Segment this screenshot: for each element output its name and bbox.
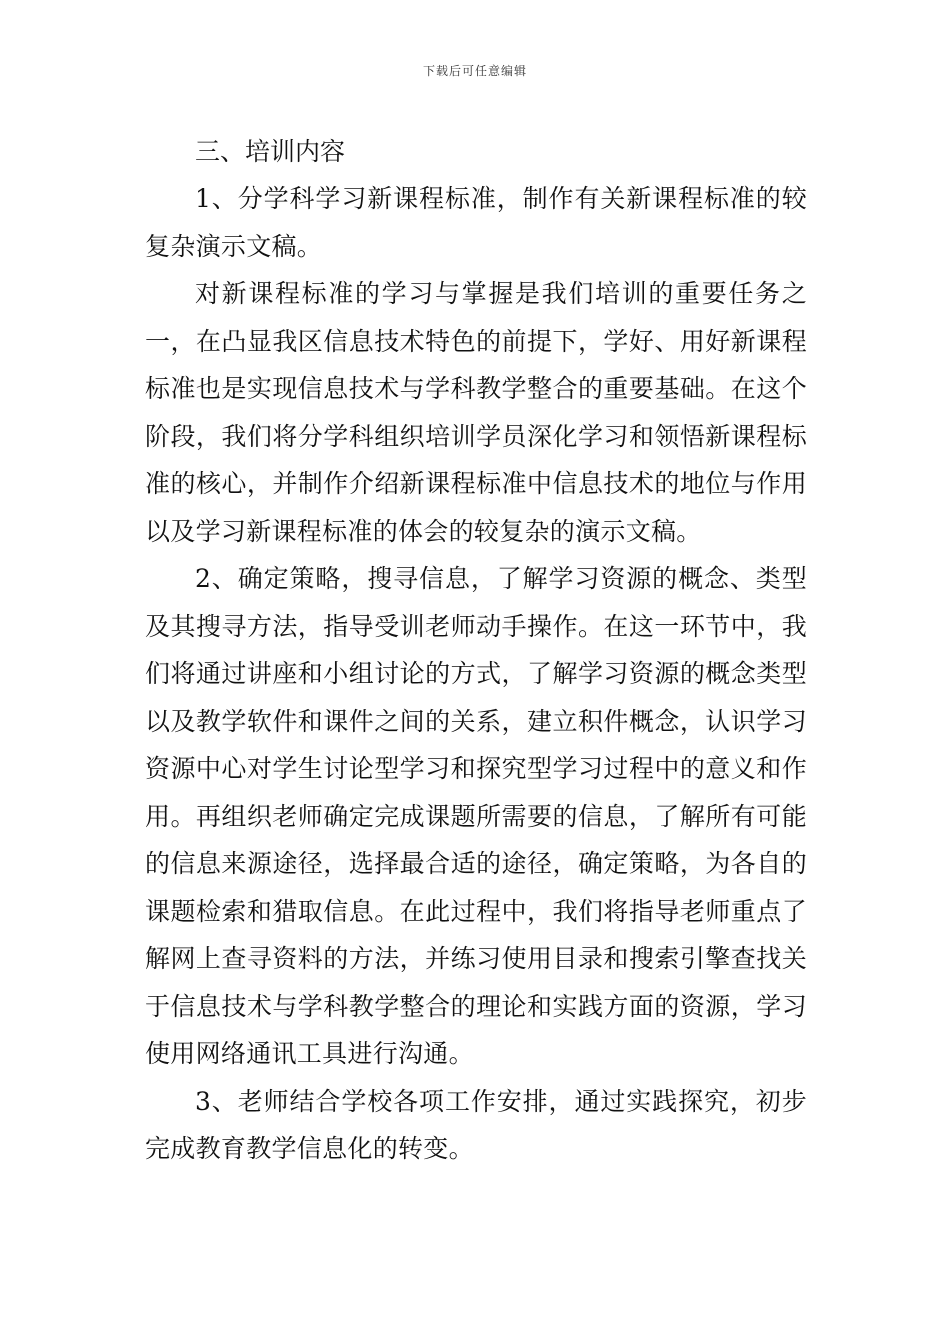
header-note: 下载后可任意编辑 [422, 64, 527, 78]
paragraph-item-2: 2、确定策略，搜寻信息，了解学习资源的概念、类型及其搜寻方法，指导受训老师动手操作。在这一环节中，我们将通过讲座和小组讨论的方式，了解学习资源的概念类型以及教学软件和课件之间的关系，建立积件概念，认识学习资源中心对学生讨论型学习和探究型学习过程中的意义和作用。再组织老师确定完成课题所需要的信息，了解所有可能的信息来源途径，选择最合适的途径，确定策略，为各自的课题检索和猎取信息。在此过程中，我们将指导老师重点了解网上查寻资料的方法，并练习使用目录和搜索引擎查找关于信息技术与学科教学整合的理论和实践方面的资源，学习使用网络通讯工具进行沟通。 [145, 564, 807, 1068]
paragraph-item-1: 1、分学科学习新课程标准，制作有关新课程标准的较复杂演示文稿。 [145, 184, 807, 261]
document-body [145, 128, 807, 1173]
paragraph-course-standards: 对新课程标准的学习与掌握是我们培训的重要任务之一，在凸显我区信息技术特色的前提下，学好、用好新课程标准也是实现信息技术与学科教学整合的重要基础。在这个阶段，我们将分学科组织培训学员深化学习和领悟新课程标准的核心，并制作介绍新课程标准中信息技术的地位与作用以及学习新课程标准的体会的较复杂的演示文稿。 [145, 279, 807, 546]
section-heading: 三、培训内容 [195, 137, 346, 166]
paragraph-item-3: 3、老师结合学校各项工作安排，通过实践探究，初步完成教育教学信息化的转变。 [145, 1086, 807, 1163]
